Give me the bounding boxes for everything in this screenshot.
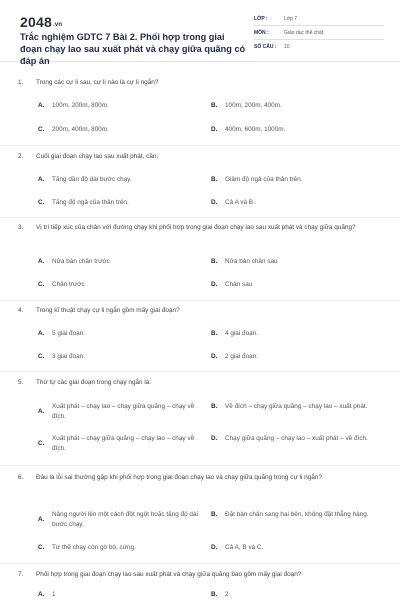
option-text: 2: [225, 591, 229, 598]
option-letter: A.: [38, 515, 45, 523]
meta-count-value: 10: [284, 44, 290, 50]
option-2c[interactable]: [38, 198, 198, 208]
question-3-text-row: [18, 223, 380, 234]
option-letter: C.: [38, 126, 45, 133]
option-letter: D.: [211, 281, 218, 288]
option-text: 2 giai đoạn.: [225, 353, 259, 360]
question-number: 5.: [18, 379, 24, 386]
meta-class-value: Lớp 7: [284, 15, 298, 22]
meta-count-row: [254, 40, 384, 54]
option-letter: D.: [211, 199, 218, 206]
meta-subject-label: MÔN :: [254, 29, 269, 36]
meta-subject-row: [254, 26, 384, 40]
meta-subject-value: Giáo dục thể chất: [284, 29, 324, 36]
question-number: 2.: [18, 153, 24, 160]
option-letter: B.: [211, 330, 218, 337]
option-1c[interactable]: [38, 125, 198, 135]
option-text: Về đích – chạy giữa quãng – chạy lao – xuất phát.: [225, 403, 368, 410]
question-1: [18, 78, 380, 89]
page-header: [0, 0, 400, 66]
option-text: 200m, 400m, 800m.: [52, 126, 109, 133]
option-letter: C.: [38, 439, 45, 447]
option-4b[interactable]: [211, 329, 381, 339]
option-5c[interactable]: [38, 434, 204, 454]
question-text: Phối hợp trong giai đoạn chạy lao sau xuất phát và chạy giữa quãng bao gồm mấy giai đoạn?: [36, 571, 302, 578]
option-6a[interactable]: [38, 510, 204, 530]
divider: [0, 465, 400, 466]
question-7-text-row: [18, 570, 380, 581]
meta-class-row: [254, 12, 384, 26]
option-text: Nửa bàn chân sau: [225, 258, 278, 265]
question-2-text-row: [18, 152, 380, 163]
option-6c[interactable]: [38, 543, 204, 553]
question-text: Đâu là lỗi sai thường gặp khi phối hợp trong giai đoạn chạy lao và chạy giữa quãng trong cự li ngắn?: [36, 474, 322, 481]
option-letter: B.: [211, 258, 218, 265]
option-letter: B.: [211, 102, 218, 109]
option-text: Nửa bàn chân trước: [52, 258, 110, 265]
question-number: 3.: [18, 224, 24, 231]
question-text: Thứ tự các giai đoạn trong chạy ngắn là:: [36, 379, 152, 386]
option-letter: C.: [38, 544, 45, 551]
question-6-text-row: [18, 473, 380, 484]
question-7: [18, 570, 380, 581]
divider: [0, 563, 400, 564]
option-text: Tăng dần độ dài bước chạy.: [52, 176, 132, 183]
option-text: 100m, 200m, 800m.: [52, 102, 109, 109]
question-text: Vị trí tiếp xúc của chân với đường chạy khi phối hợp trong giai đoạn chạy lao sau xuất phát và chạy giữa quãng?: [36, 224, 356, 231]
option-3b[interactable]: [211, 257, 381, 267]
option-letter: B.: [211, 591, 218, 598]
question-6: [18, 473, 380, 484]
option-text: 1: [52, 591, 56, 598]
option-text: 400m, 600m, 1000m.: [225, 126, 286, 133]
question-text: Cuối giai đoạn chạy lao sau xuất phát, cần:: [36, 153, 159, 160]
option-letter: D.: [211, 435, 218, 442]
option-1b[interactable]: [211, 101, 381, 111]
meta-class-label: LỚP :: [254, 15, 268, 22]
question-4-text-row: [18, 306, 380, 317]
option-letter: A.: [38, 591, 45, 598]
question-3: [18, 223, 380, 234]
option-4c[interactable]: [38, 352, 198, 362]
question-5: [18, 378, 380, 389]
option-text: Chân trước: [52, 281, 85, 288]
option-text: Chân sau: [225, 281, 253, 288]
option-text: Nâng người lên một cách đột ngột hoặc tăng độ dài bước chạy.: [52, 511, 198, 528]
option-2a[interactable]: [38, 175, 198, 185]
option-letter: D.: [211, 353, 218, 360]
option-3d[interactable]: [211, 280, 381, 290]
logo-main: 2048: [20, 14, 52, 30]
question-4: [18, 306, 380, 317]
option-letter: C.: [38, 281, 45, 288]
option-letter: B.: [211, 403, 218, 410]
option-5b[interactable]: [211, 402, 377, 412]
option-4d[interactable]: [211, 352, 381, 362]
option-letter: A.: [38, 407, 45, 415]
question-text: Trong kĩ thuật chạy cự li ngắn gồm mấy giai đoạn?: [36, 307, 180, 314]
option-6b[interactable]: [211, 510, 377, 520]
question-number: 6.: [18, 474, 24, 481]
question-2: [18, 152, 380, 163]
option-text: 4 giai đoạn.: [225, 330, 259, 337]
option-text: Chạy giữa quãng – chạy lao – xuất phát – về đích.: [225, 435, 368, 442]
option-text: 100m, 200m, 400m.: [225, 102, 282, 109]
option-letter: A.: [38, 176, 45, 183]
option-3c[interactable]: [38, 280, 198, 290]
logo-suffix: .vn: [52, 22, 63, 28]
option-text: Cả A, B và C.: [225, 544, 264, 551]
divider: [0, 300, 400, 301]
page-title: Trắc nghiệm GDTC 7 Bài 2. Phối hợp trong giai đoạn chạy lao sau xuất phát và chạy giữa quãng có đáp án: [20, 32, 246, 66]
question-number: 7.: [18, 571, 24, 578]
option-3a[interactable]: [38, 257, 198, 267]
option-5d[interactable]: [211, 434, 377, 444]
option-text: Xuất phát – chạy giữa quãng – chạy lao – chạy về đích.: [52, 435, 195, 452]
site-logo[interactable]: [20, 14, 62, 30]
quiz-meta: [254, 12, 384, 54]
question-number: 4.: [18, 307, 24, 314]
divider: [0, 371, 400, 372]
divider: [0, 145, 400, 146]
question-text: Trong các cự li sau, cự li nào là cự li ngắn?: [36, 79, 159, 86]
option-letter: C.: [38, 353, 45, 360]
option-2b[interactable]: [211, 175, 381, 185]
option-text: Giảm độ ngả của thân trên.: [225, 176, 303, 183]
option-7a[interactable]: [38, 590, 198, 600]
option-text: 5 giai đoạn.: [52, 330, 86, 337]
question-5-text-row: [18, 378, 380, 389]
option-letter: D.: [211, 126, 218, 133]
option-letter: A.: [38, 330, 45, 337]
option-text: Tăng độ ngả của thân trên.: [52, 199, 129, 206]
option-letter: A.: [38, 102, 45, 109]
option-letter: D.: [211, 544, 218, 551]
option-letter: B.: [211, 176, 218, 183]
option-text: 3 giai đoạn.: [52, 353, 86, 360]
meta-count-label: SỐ CÂU :: [254, 44, 277, 50]
option-letter: A.: [38, 258, 45, 265]
option-4a[interactable]: [38, 329, 198, 339]
option-letter: B.: [211, 511, 218, 518]
option-2d[interactable]: [211, 198, 381, 208]
option-letter: C.: [38, 199, 45, 206]
option-6d[interactable]: [211, 543, 377, 553]
option-text: Xuất phát – chạy lao – chạy giữa quãng – chạy về đích.: [52, 403, 195, 420]
option-1a[interactable]: [38, 101, 198, 111]
divider: [0, 217, 400, 218]
option-text: Cả A và B.: [225, 199, 255, 206]
option-5a[interactable]: [38, 402, 204, 422]
option-7b[interactable]: [211, 590, 381, 600]
option-text: Tư thế chạy còn gò bó, cứng.: [52, 544, 136, 551]
option-text: Đặt bàn chân sang hai bên, không đặt thẳng hàng.: [225, 511, 369, 518]
option-1d[interactable]: [211, 125, 381, 135]
question-number: 1.: [18, 79, 24, 86]
question-1-text-row: [18, 78, 380, 89]
